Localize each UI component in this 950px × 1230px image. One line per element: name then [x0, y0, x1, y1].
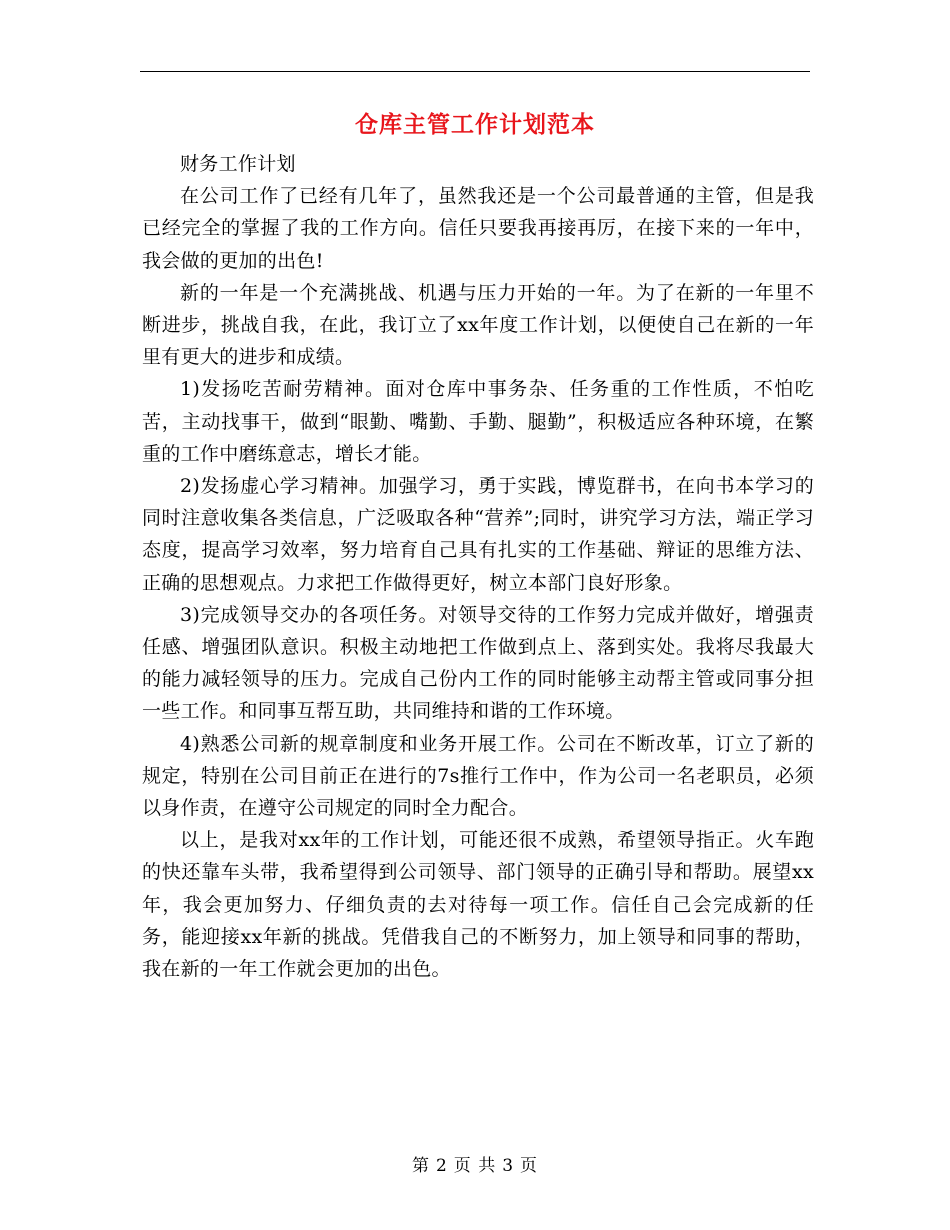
page-total-number: 3 [502, 1156, 515, 1176]
page-footer [0, 1155, 950, 1177]
paragraph-item-4: 4)熟悉公司新的规章制度和业务开展工作。公司在不断改革，订立了新的规定，特别在公司目前正在进行的7s推行工作中，作为公司一名老职员，必须以身作责，在遵守公司规定的同时全力配合。 [142, 732, 814, 820]
paragraph-intro: 在公司工作了已经有几年了，虽然我还是一个公司最普通的主管，但是我已经完全的掌握了我的工作方向。信任只要我再接再厉，在接下来的一年中，我会做的更加的出色! [142, 185, 814, 272]
document-title: 仓库主管工作计划范本 [355, 112, 595, 138]
paragraph-new-year: 新的一年是一个充满挑战、机遇与压力开始的一年。为了在新的一年里不断进步，挑战自我，在此，我订立了xx年度工作计划，以便使自己在新的一年里有更大的进步和成绩。 [142, 281, 814, 369]
document-body [142, 148, 814, 985]
page-label-suffix: 页 [520, 1156, 539, 1176]
paragraph-subheading: 财务工作计划 [180, 153, 296, 175]
paragraph-item-2: 2)发扬虚心学习精神。加强学习，勇于实践，博览群书，在向书本学习的同时注意收集各类信息，广泛吸取各种“营养”;同时，讲究学习方法，端正学习态度，提高学习效率，努力培育自己具有扎实的工作基础、辩证的思维方法、正确的思想观点。力求把工作做得更好，树立本部门良好形象。 [142, 475, 814, 594]
page-label-prefix: 第 [411, 1156, 430, 1176]
paragraph-item-3: 3)完成领导交办的各项任务。对领导交待的工作努力完成并做好，增强责任感、增强团队意识。积极主动地把工作做到点上、落到实处。我将尽我最大的能力减轻领导的压力。完成自己份内工作的同时能够主动帮主管或同事分担一些工作。和同事互帮互助，共同维持和谐的工作环境。 [142, 603, 814, 723]
paragraph-conclusion: 以上，是我对xx年的工作计划，可能还很不成熟，希望领导指正。火车跑的快还靠车头带，我希望得到公司领导、部门领导的正确引导和帮助。展望xx年，我会更加努力、仔细负责的去对待每一项工作。信任自己会完成新的任务，能迎接xx年新的挑战。凭借我自己的不断努力，加上领导和同事的帮助，我在新的一年工作就会更加的出色。 [142, 829, 814, 981]
page-label-middle: 页 共 [453, 1156, 497, 1176]
header-rule [140, 71, 810, 72]
paragraph-item-1: 1)发扬吃苦耐劳精神。面对仓库中事务杂、任务重的工作性质，不怕吃苦，主动找事干，做到“眼勤、嘴勤、手勤、腿勤”，积极适应各种环境，在繁重的工作中磨练意志，增长才能。 [142, 378, 814, 465]
page-current-number: 2 [435, 1156, 448, 1176]
